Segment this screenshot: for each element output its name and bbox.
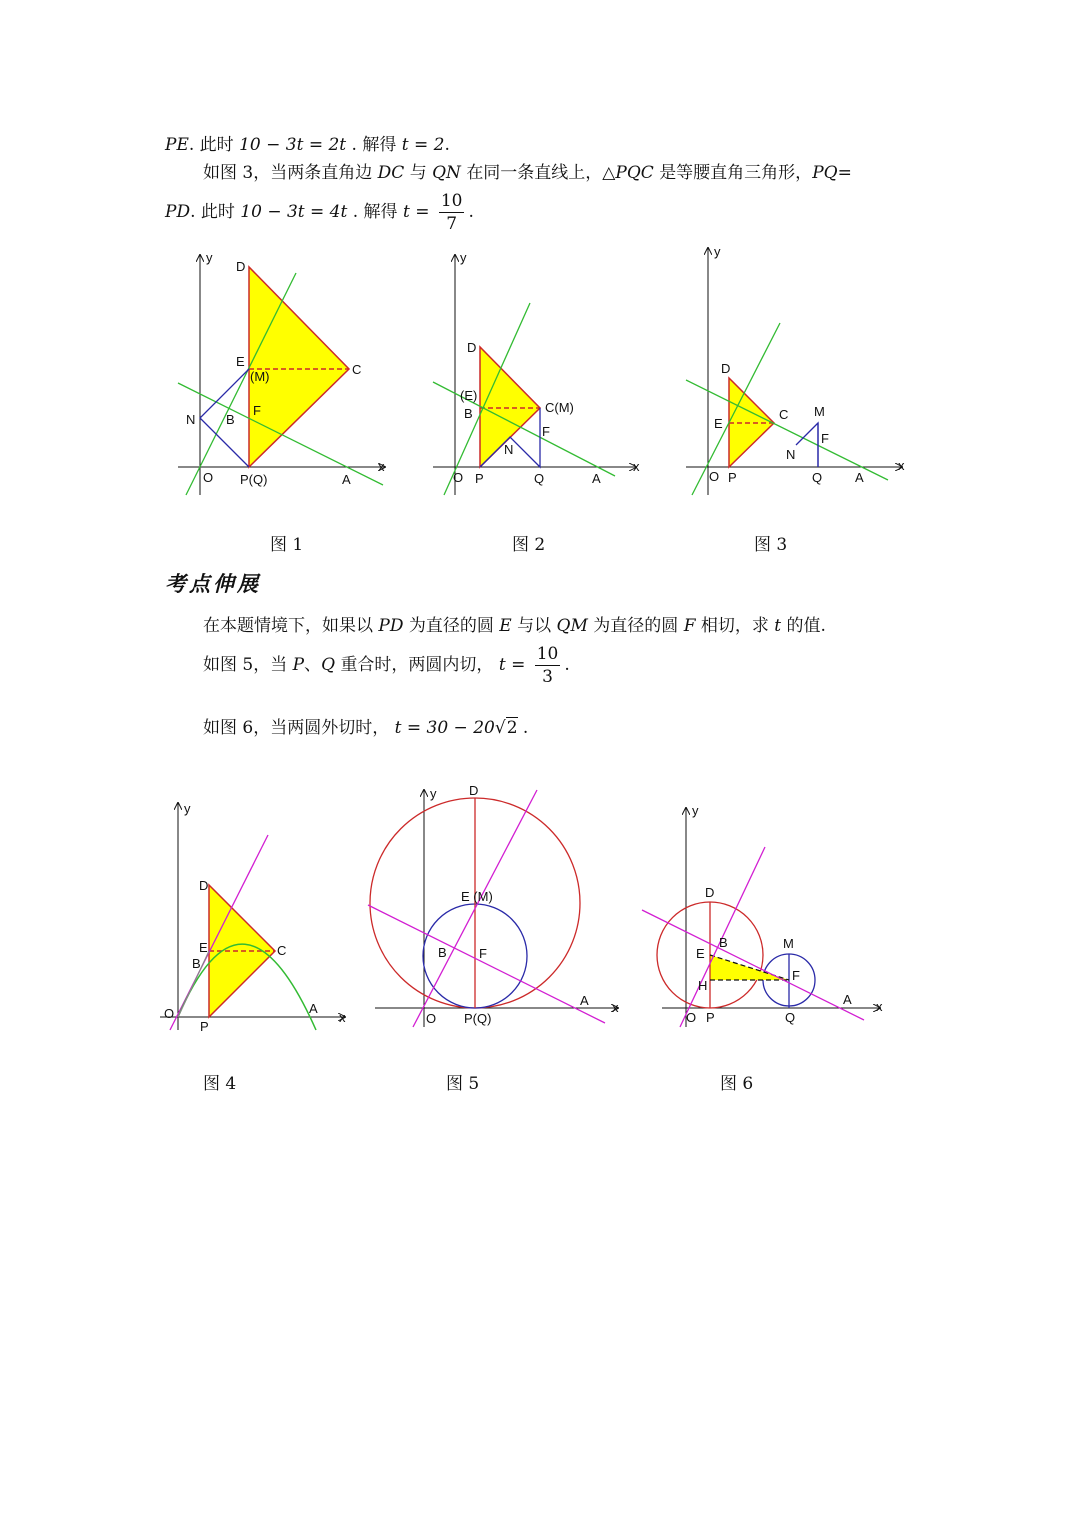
l3-pd: PD xyxy=(165,202,191,222)
l1-text: . 此时 xyxy=(188,135,234,155)
figures-row-1 xyxy=(0,240,1080,540)
fig5-label-f: F xyxy=(479,946,487,961)
fig5-label-d: D xyxy=(469,783,479,798)
l1-equation: 10 − 3t = 2t xyxy=(239,135,347,155)
fig2-label-n: N xyxy=(504,442,514,457)
l3-denominator: 7 xyxy=(446,214,458,234)
fig4-label-x: x xyxy=(339,1010,346,1025)
fig6-label-a: A xyxy=(843,992,852,1007)
l1-pe: PE xyxy=(165,135,189,155)
p1-a: 在本题情境下，如果以 xyxy=(203,616,373,636)
fig3-label-m: M xyxy=(814,404,825,419)
text-line-3: PD. 此时 10 − 3t = 4t . 解得 t = $\frac{10}{7}$ . xyxy=(165,191,474,234)
fig4-label-d: D xyxy=(199,878,209,893)
fig5-label-a: A xyxy=(580,993,589,1008)
l3-numerator: 10 xyxy=(440,191,463,211)
fig2-label-e: (E) xyxy=(460,388,478,403)
fig4-label-e: E xyxy=(199,940,208,955)
fig6-label-e: E xyxy=(696,946,705,961)
fig1-label-f: F xyxy=(253,403,261,418)
fig2-label-a: A xyxy=(592,471,601,486)
fig5-label-b: B xyxy=(438,945,447,960)
fig1-label-n: N xyxy=(186,412,196,427)
figure-6 xyxy=(642,803,883,1027)
fig3-label-o: O xyxy=(709,469,720,484)
p3-equation: t = 30 − 20 xyxy=(394,718,495,738)
fig3-label-n: N xyxy=(786,447,796,462)
fig6-label-y: y xyxy=(692,803,699,818)
fig1-label-e: E xyxy=(236,354,245,369)
fig2-label-f: F xyxy=(542,424,550,439)
fig3-label-y: y xyxy=(714,244,721,259)
p2-a: 如图 5，当 xyxy=(203,655,288,675)
l1-solution: t = 2 xyxy=(401,135,445,155)
l2-qn: QN xyxy=(432,163,461,183)
fig3-label-p: P xyxy=(728,470,737,485)
l3-fraction xyxy=(439,190,465,235)
fig4-label-c: C xyxy=(277,943,287,958)
p1-pd: PD xyxy=(378,616,404,636)
figure-4 xyxy=(160,801,346,1034)
fig6-label-o: O xyxy=(686,1010,697,1025)
fig4-label-p: P xyxy=(200,1019,209,1034)
p2-b: 、 xyxy=(304,655,322,675)
fig3-label-f: F xyxy=(821,431,829,446)
p1-d: 为直径的圆 xyxy=(593,616,679,636)
fig1-label-x: x xyxy=(378,459,385,474)
fig1-label-o: O xyxy=(203,470,214,485)
fig2-label-q: Q xyxy=(534,471,545,486)
fig4-label-o: O xyxy=(164,1006,175,1021)
l3-text: . 此时 xyxy=(190,202,235,222)
caption-fig4: 图 4 xyxy=(203,1074,237,1094)
fig3-label-e: E xyxy=(714,416,723,431)
fig2-label-o: O xyxy=(453,470,464,485)
fig1-label-a: A xyxy=(342,472,351,487)
p1-b: 为直径的圆 xyxy=(408,616,494,636)
p1-qm: QM xyxy=(556,616,588,636)
p3-sqrt-sign: √ xyxy=(494,718,506,738)
fig6-label-f: F xyxy=(792,968,800,983)
fig6-label-d: D xyxy=(705,885,715,900)
l2-dc: DC xyxy=(377,163,405,183)
fig6-label-x: x xyxy=(876,999,883,1014)
fig3-label-a: A xyxy=(855,470,864,485)
text-para-3: 如图 6，当两圆外切时， t = 30 − 20√2 . xyxy=(203,718,529,738)
p2-p: P xyxy=(292,655,305,675)
figure-5 xyxy=(368,783,619,1027)
l3-t: t = xyxy=(402,202,430,222)
l2-text-c: 在同一条直线上，△ xyxy=(466,163,616,183)
fig6-label-h: H xyxy=(698,978,708,993)
fig2-label-x: x xyxy=(633,459,640,474)
fig1-triangle-dpc xyxy=(249,267,349,467)
fig6-label-m: M xyxy=(783,936,794,951)
caption-fig3: 图 3 xyxy=(754,535,788,555)
fig3-label-d: D xyxy=(721,361,731,376)
fig1-label-b: B xyxy=(226,412,235,427)
caption-fig5: 图 5 xyxy=(446,1074,480,1094)
fig4-label-a: A xyxy=(309,1001,318,1016)
fig1-label-m: (M) xyxy=(250,369,270,384)
fig5-magenta-line-2 xyxy=(368,905,605,1023)
fig1-label-d: D xyxy=(236,259,246,274)
fig5-label-em: E (M) xyxy=(461,889,493,904)
fig5-label-y: y xyxy=(430,786,437,801)
fig3-blue-shape xyxy=(796,423,818,467)
fig5-label-x: x xyxy=(612,1000,619,1015)
p2-denominator: 3 xyxy=(542,667,553,687)
text-para-2: 如图 5，当 P、Q 重合时，两圆内切， t = $\frac{10}{3}$ . xyxy=(203,644,570,687)
fig2-label-y: y xyxy=(460,250,467,265)
p3-a: 如图 6，当两圆外切时， xyxy=(203,718,390,738)
fig5-label-o: O xyxy=(426,1011,437,1026)
text-line-1: PE. 此时 10 − 3t = 2t . 解得 t = 2. xyxy=(165,135,450,155)
fig1-label-pq: P(Q) xyxy=(240,472,268,487)
p1-f: F xyxy=(683,616,696,636)
l2-text-a: 如图 3，当两条直角边 xyxy=(203,163,373,183)
fig2-label-p: P xyxy=(475,471,484,486)
text-para-1 xyxy=(203,614,826,638)
section-heading: 考点伸展 xyxy=(165,571,261,596)
p1-end: 的值. xyxy=(786,616,826,636)
l3-equation: 10 − 3t = 4t xyxy=(240,202,348,222)
fig6-magenta-line-2 xyxy=(642,910,864,1020)
l2-pq: PQ xyxy=(812,163,838,183)
text-line-2 xyxy=(203,161,852,185)
fig2-label-d: D xyxy=(467,340,477,355)
fig3-label-c: C xyxy=(779,407,789,422)
fig3-label-q: Q xyxy=(812,470,823,485)
l2-text-b: 与 xyxy=(409,163,427,183)
l1-text2: . 解得 xyxy=(351,135,397,155)
fig2-label-b: B xyxy=(464,406,473,421)
p2-t: t = xyxy=(498,655,526,675)
fig4-label-y: y xyxy=(184,801,191,816)
p1-e: E xyxy=(499,616,512,636)
figure-3 xyxy=(686,244,905,495)
fig6-label-q: Q xyxy=(785,1010,796,1025)
p2-fraction xyxy=(535,643,561,688)
fig6-label-b: B xyxy=(719,935,728,950)
fig2-label-cm: C(M) xyxy=(545,400,574,415)
fig6-label-p: P xyxy=(706,1010,715,1025)
p2-c: 重合时，两圆内切， xyxy=(340,655,494,675)
p3-radicand: 2 xyxy=(506,718,518,738)
p2-q: Q xyxy=(321,655,336,675)
fig3-label-x: x xyxy=(898,458,905,473)
figure-1 xyxy=(178,250,385,495)
p1-t: t xyxy=(774,616,782,636)
caption-fig6: 图 6 xyxy=(720,1074,754,1094)
figure-2 xyxy=(433,250,640,495)
fig3-triangle-dpc xyxy=(729,378,774,467)
l2-text-d: 是等腰直角三角形， xyxy=(659,163,813,183)
l3-text2: . 解得 xyxy=(352,202,398,222)
fig1-label-c: C xyxy=(352,362,362,377)
figures-row-2 xyxy=(0,775,1080,1075)
caption-fig2: 图 2 xyxy=(512,535,546,555)
l2-text-e: = xyxy=(837,163,852,183)
fig5-label-pq: P(Q) xyxy=(464,1011,492,1026)
p1-e2: 相切，求 xyxy=(700,616,769,636)
p2-numerator: 10 xyxy=(536,644,559,664)
caption-fig1: 图 1 xyxy=(270,535,304,555)
p1-c: 与以 xyxy=(517,616,552,636)
fig1-label-y: y xyxy=(206,250,213,265)
l2-pqc: PQC xyxy=(615,163,654,183)
fig4-label-b: B xyxy=(192,956,201,971)
